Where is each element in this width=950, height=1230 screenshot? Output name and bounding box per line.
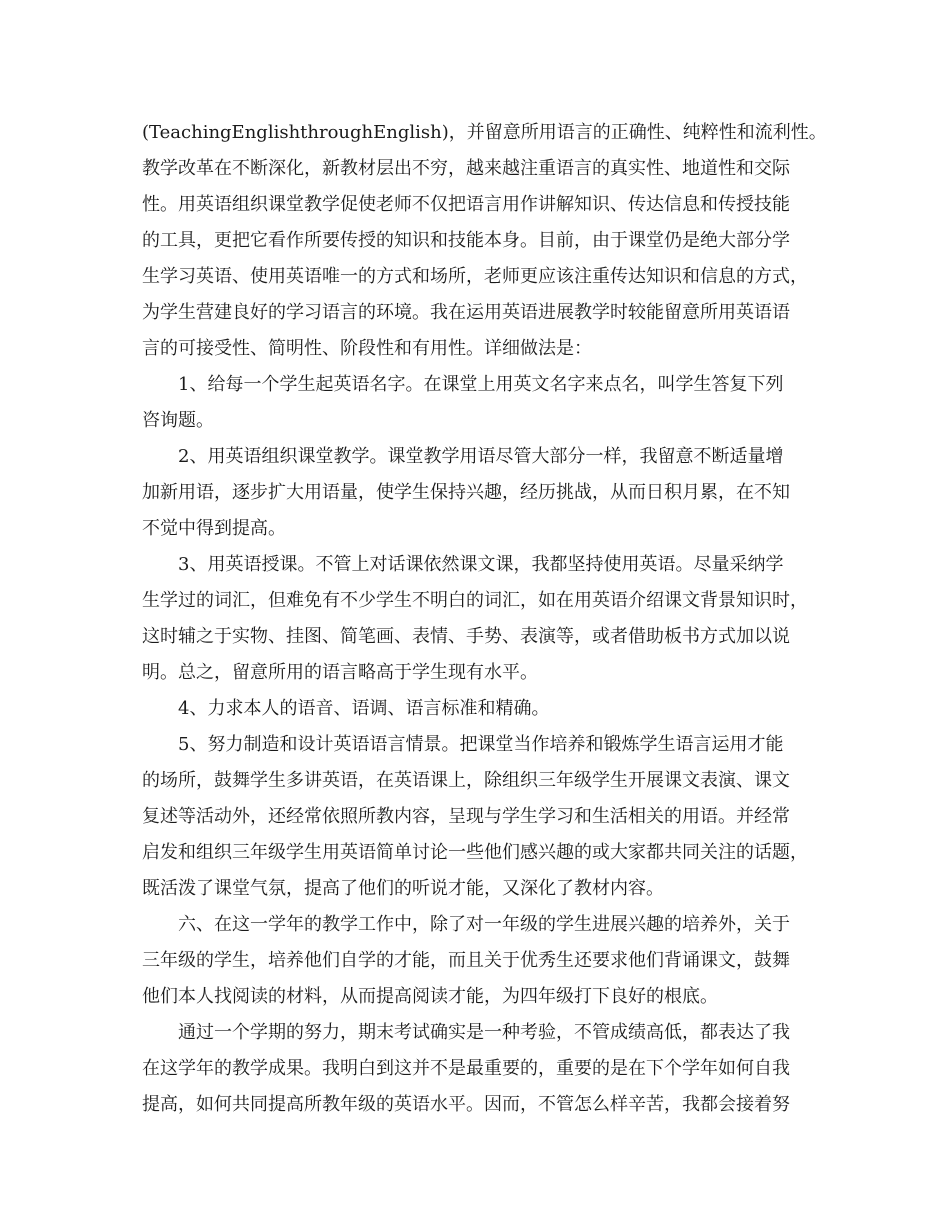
text-line: 生学习英语、使用英语唯一的方式和场所，老师更应该注重传达知识和信息的方式， <box>142 266 808 287</box>
text-line: 2、用英语组织课堂教学。课堂教学用语尽管大部分一样，我留意不断适量增 <box>178 446 784 467</box>
text-line: 3、用英语授课。不管上对话课依然课文课，我都坚持使用英语。尽量采纳学 <box>178 554 784 575</box>
text-line: 5、努力制造和设计英语语言情景。把课堂当作培养和锻炼学生语言运用才能 <box>178 734 784 755</box>
text-line: 不觉中得到提高。 <box>142 518 286 539</box>
text-line: 教学改革在不断深化，新教材层出不穷，越来越注重语言的真实性、地道性和交际 <box>142 158 790 179</box>
text-line: 明。总之，留意所用的语言略高于学生现有水平。 <box>142 662 538 683</box>
text-line: 4、力求本人的语音、语调、语言标准和精确。 <box>178 698 550 719</box>
text-line: 在这学年的教学成果。我明白到这并不是最重要的，重要的是在下个学年如何自我 <box>142 1058 790 1079</box>
text-line: 言的可接受性、简明性、阶段性和有用性。详细做法是： <box>142 338 592 359</box>
text-line: (TeachingEnglishthroughEnglish)，并留意所用语言的正确性、纯粹性和流利性。 <box>142 122 827 143</box>
text-line: 1、给每一个学生起英语名字。在课堂上用英文名字来点名，叫学生答复下列 <box>178 374 784 395</box>
text-line: 为学生营建良好的学习语言的环境。我在运用英语进展教学时较能留意所用英语语 <box>142 302 790 323</box>
text-line: 通过一个学期的努力，期末考试确实是一种考验，不管成绩高低，都表达了我 <box>178 1022 790 1043</box>
text-line: 的场所，鼓舞学生多讲英语，在英语课上，除组织三年级学生开展课文表演、课文 <box>142 770 790 791</box>
text-line: 六、在这一学年的教学工作中，除了对一年级的学生进展兴趣的培养外，关于 <box>178 914 790 935</box>
text-line: 提高，如何共同提高所教年级的英语水平。因而，不管怎么样辛苦，我都会接着努 <box>142 1094 790 1115</box>
text-line: 复述等活动外，还经常依照所教内容，呈现与学生学习和生活相关的用语。并经常 <box>142 806 790 827</box>
text-line: 的工具，更把它看作所要传授的知识和技能本身。目前，由于课堂仍是绝大部分学 <box>142 230 790 251</box>
text-line: 既活泼了课堂气氛，提高了他们的听说才能，又深化了教材内容。 <box>142 878 664 899</box>
text-line: 加新用语，逐步扩大用语量，使学生保持兴趣，经历挑战，从而日积月累，在不知 <box>142 482 790 503</box>
text-line: 这时辅之于实物、挂图、简笔画、表情、手势、表演等，或者借助板书方式加以说 <box>142 626 790 647</box>
text-line: 三年级的学生，培养他们自学的才能，而且关于优秀生还要求他们背诵课文，鼓舞 <box>142 950 790 971</box>
text-line: 启发和组织三年级学生用英语简单讨论一些他们感兴趣的或大家都共同关注的话题， <box>142 842 808 863</box>
text-line: 生学过的词汇，但难免有不少学生不明白的词汇，如在用英语介绍课文背景知识时， <box>142 590 808 611</box>
document-body <box>142 115 832 1123</box>
text-line: 咨询题。 <box>142 410 214 431</box>
text-line: 他们本人找阅读的材料，从而提高阅读才能，为四年级打下良好的根底。 <box>142 986 718 1007</box>
text-line: 性。用英语组织课堂教学促使老师不仅把语言用作讲解知识、传达信息和传授技能 <box>142 194 790 215</box>
